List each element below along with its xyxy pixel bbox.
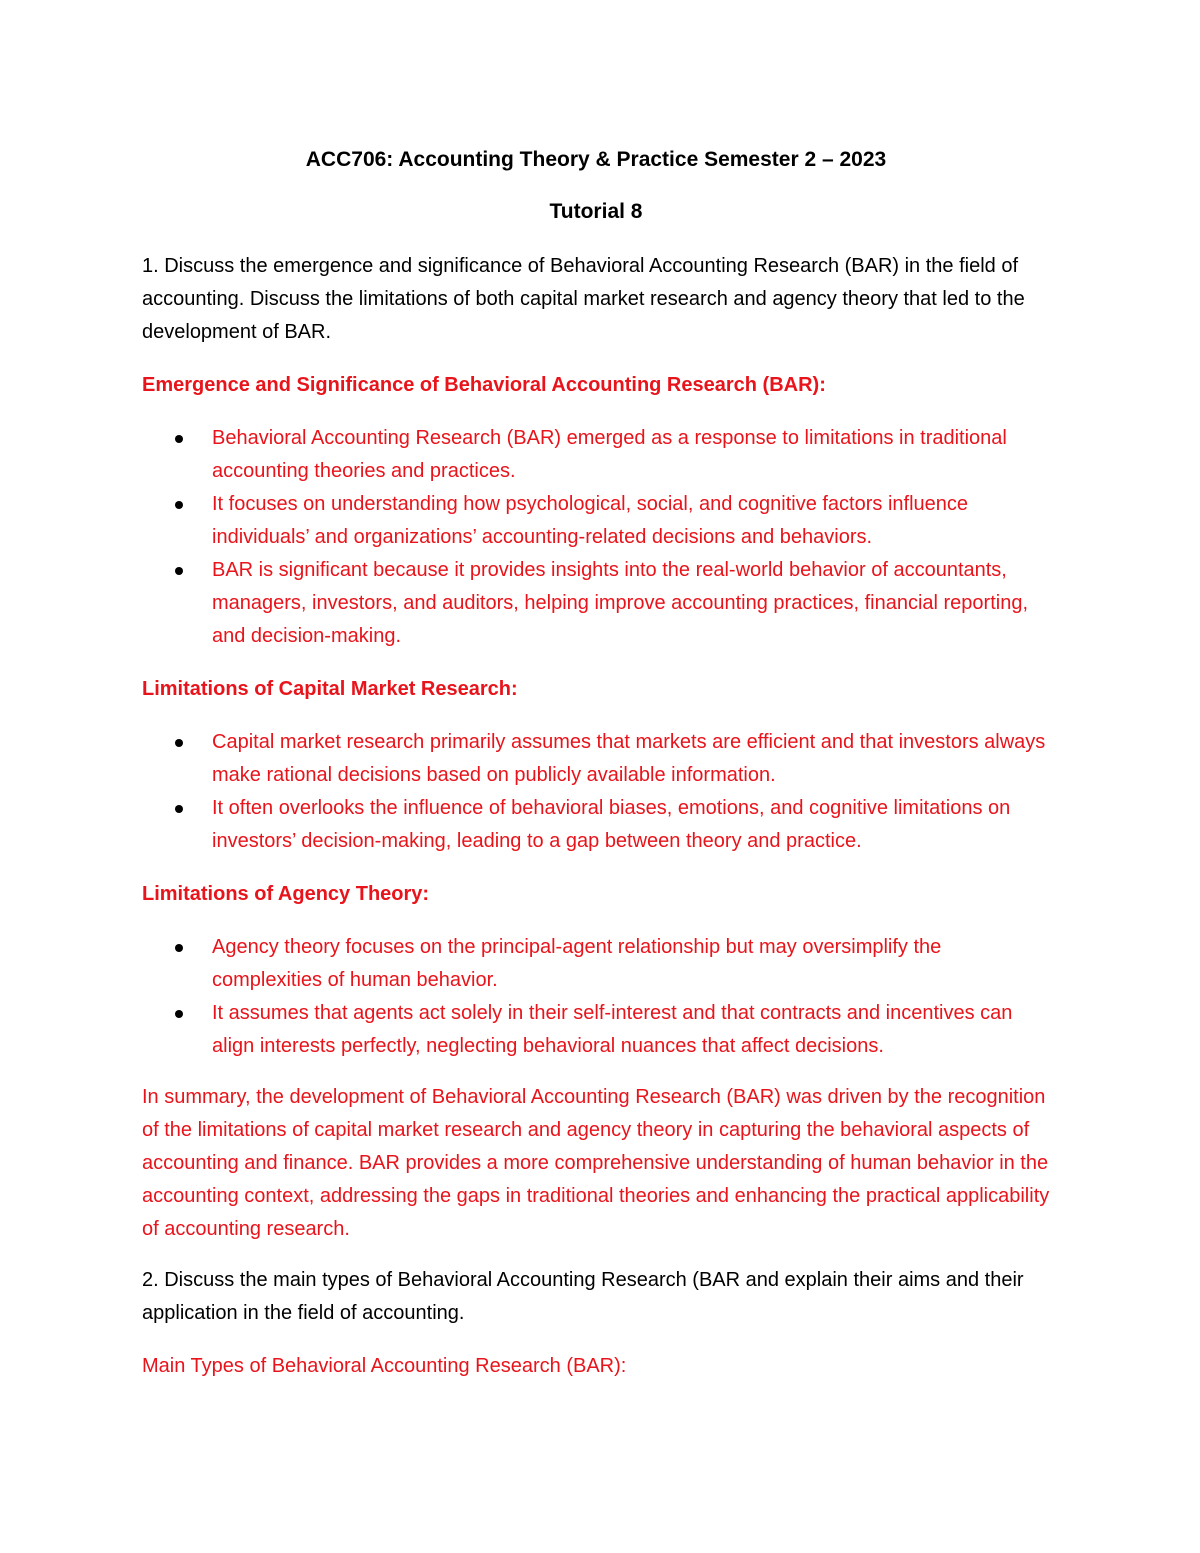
bullet-list-emergence: [142, 422, 1050, 653]
summary-paragraph: In summary, the development of Behavioral Accounting Research (BAR) was driven by the recognition of the limitations of capital market research and agency theory in capturing the behavioral aspects of accounting and finance. BAR provides a more comprehensive understanding of human behavior in the accounting context, addressing the gaps in traditional theories and enhancing the practical applicability of accounting research.: [142, 1086, 1050, 1240]
list-item: Capital market research primarily assumes that markets are efficient and that investors always make rational decisions based on publicly available information.: [212, 726, 1050, 792]
list-item: Agency theory focuses on the principal-agent relationship but may oversimplify the complexities of human behavior.: [212, 931, 1050, 997]
section-heading-capital-market: Limitations of Capital Market Research:: [142, 678, 518, 700]
question-1: 1. Discuss the emergence and significance of Behavioral Accounting Research (BAR) in the field of accounting. Discuss the limitations of both capital market research and agency theory that led to the development of BAR.: [142, 255, 1025, 343]
section-heading-main-types: Main Types of Behavioral Accounting Research (BAR):: [142, 1355, 627, 1377]
bullet-list-capital-market: [142, 726, 1050, 858]
document-subtitle: Tutorial 8: [549, 200, 643, 223]
list-item: It focuses on understanding how psychological, social, and cognitive factors influence individuals’ and organizations’ accounting-related decisions and behaviors.: [212, 488, 1050, 554]
list-item: It often overlooks the influence of behavioral biases, emotions, and cognitive limitations on investors’ decision-making, leading to a gap between theory and practice.: [212, 792, 1050, 858]
section-heading-emergence: Emergence and Significance of Behavioral Accounting Research (BAR):: [142, 374, 826, 396]
section-heading-agency-theory: Limitations of Agency Theory:: [142, 883, 430, 905]
document-title: ACC706: Accounting Theory & Practice Semester 2 – 2023: [305, 148, 887, 171]
list-item: BAR is significant because it provides insights into the real-world behavior of accountants, managers, investors, and auditors, helping improve accounting practices, financial reporting, and decision-making.: [212, 554, 1050, 653]
list-item: Behavioral Accounting Research (BAR) emerged as a response to limitations in traditional accounting theories and practices.: [212, 422, 1050, 488]
question-2: 2. Discuss the main types of Behavioral Accounting Research (BAR and explain their aims and their application in the field of accounting.: [142, 1269, 1024, 1324]
list-item: It assumes that agents act solely in their self-interest and that contracts and incentives can align interests perfectly, neglecting behavioral nuances that affect decisions.: [212, 997, 1050, 1063]
bullet-list-agency-theory: [142, 931, 1050, 1063]
